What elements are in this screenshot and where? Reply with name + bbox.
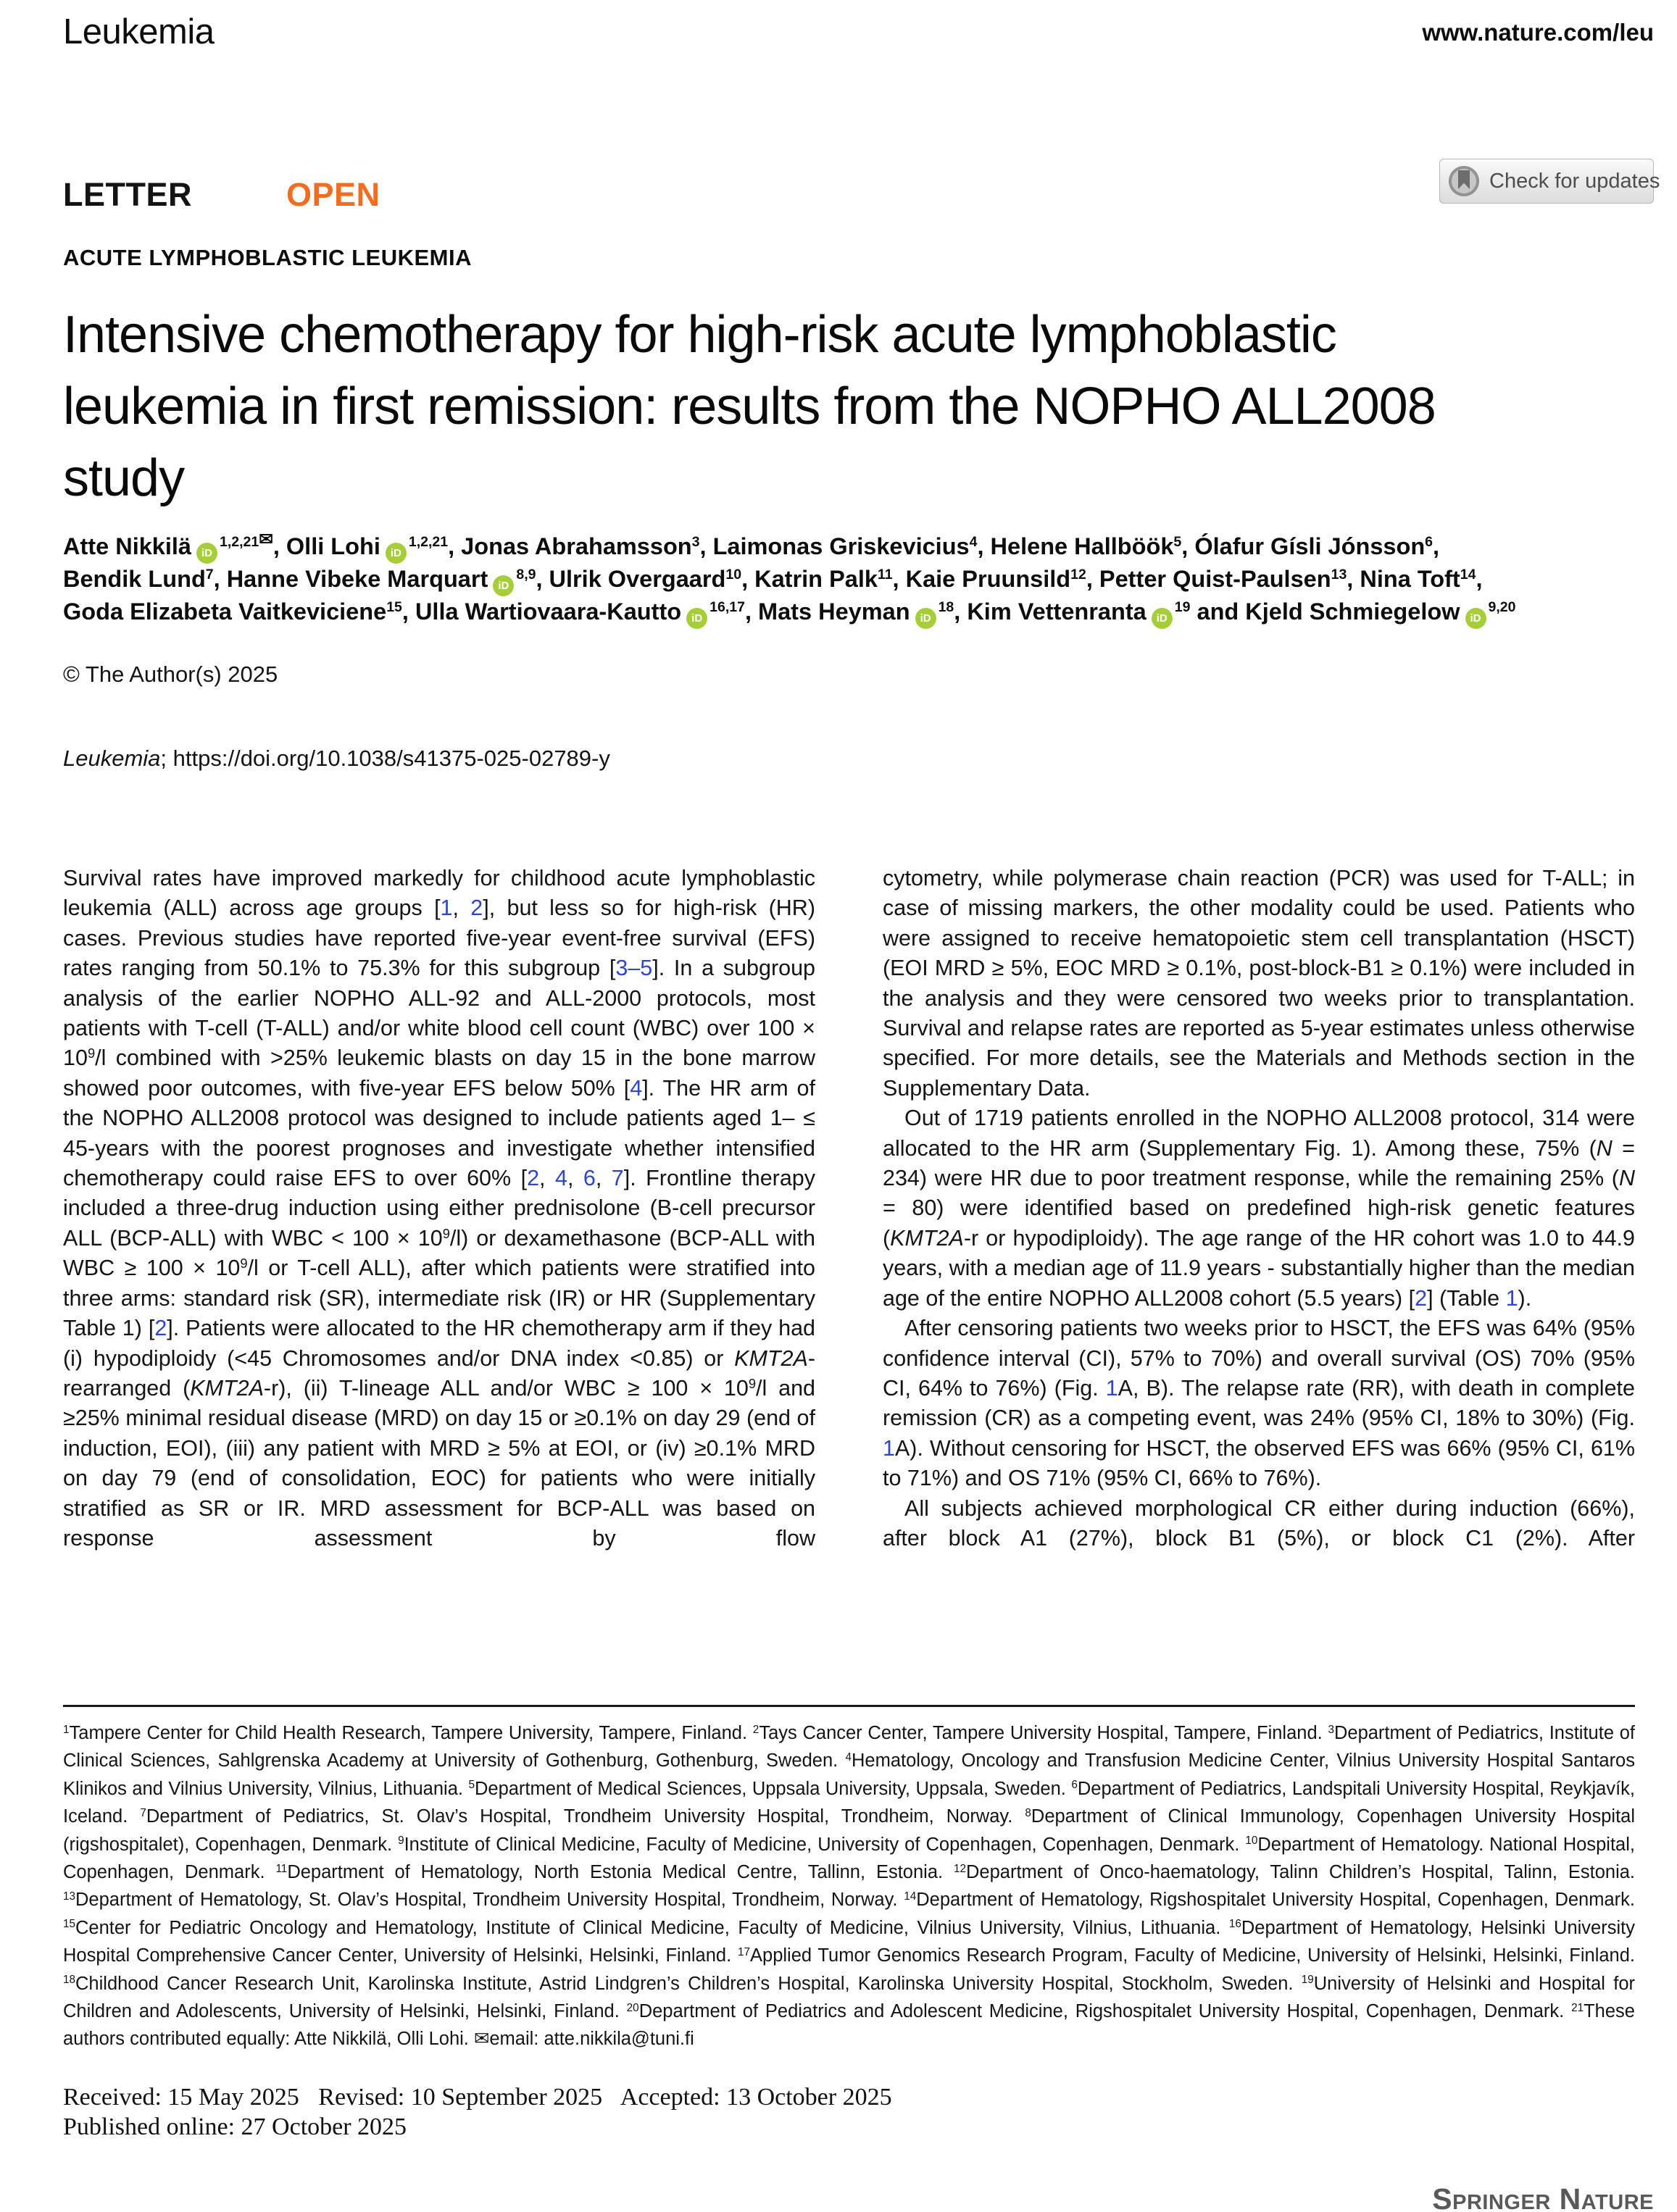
superscript: 2 bbox=[752, 1723, 760, 1736]
text-segment: Leukemia bbox=[63, 746, 161, 771]
reference-link[interactable]: 2 bbox=[154, 1316, 167, 1341]
reference-link[interactable]: 2 bbox=[1415, 1285, 1428, 1311]
envelope-icon: ✉ bbox=[473, 2029, 490, 2050]
superscript: 5 bbox=[468, 1779, 475, 1792]
orcid-icon[interactable]: iD bbox=[686, 608, 707, 629]
superscript: 9 bbox=[87, 1046, 96, 1061]
journal-name: Leukemia bbox=[63, 12, 215, 51]
orcid-icon[interactable]: iD bbox=[196, 543, 217, 564]
article-type-label: LETTER bbox=[63, 176, 192, 213]
received-date: Received: 15 May 2025 bbox=[63, 2084, 299, 2111]
article-type-row bbox=[63, 176, 380, 214]
published-online-date: Published online: 27 October 2025 bbox=[63, 2113, 407, 2140]
superscript: 20 bbox=[626, 2001, 639, 2014]
reference-link[interactable]: 1 bbox=[440, 896, 453, 921]
body-paragraph: cytometry, while polymerase chain reaction (PCR) was used for T-ALL; in case of missing markers, the other modality could be used. Patients who were assigned to receive hematopoietic stem cell transplantation (HSCT) (EOI MRD ≥ 5%, EOC MRD ≥ 0.1%, post-block-B1 ≥ 0.1%) were included in the analysis and they were censored two weeks prior to transplantation. Survival and relapse rates are reported as 5-year estimates unless otherwise specified. For more details, see the Materials and Methods section in the Supplementary Data. bbox=[883, 866, 1635, 1101]
superscript: 15 bbox=[63, 1918, 76, 1931]
superscript: 14 bbox=[904, 1890, 917, 1903]
superscript: 9 bbox=[442, 1225, 450, 1241]
superscript: 7 bbox=[140, 1806, 146, 1819]
text-segment: KMT2A bbox=[190, 1375, 264, 1401]
superscript: 12 bbox=[1070, 567, 1086, 583]
superscript: 1 bbox=[63, 1723, 70, 1736]
superscript: 6 bbox=[1071, 1779, 1078, 1792]
superscript: 9,20 bbox=[1488, 599, 1516, 616]
reference-link[interactable]: 4 bbox=[630, 1075, 643, 1101]
superscript: 9 bbox=[398, 1835, 404, 1848]
superscript: 12 bbox=[953, 1862, 966, 1875]
reference-link[interactable]: 6 bbox=[583, 1166, 596, 1191]
body-columns bbox=[63, 864, 1635, 1553]
orcid-icon[interactable]: iD bbox=[1152, 608, 1173, 629]
reference-link[interactable]: 1 bbox=[1505, 1285, 1518, 1311]
superscript: 3 bbox=[1328, 1723, 1334, 1736]
check-for-updates-button[interactable] bbox=[1439, 159, 1660, 204]
superscript: 3 bbox=[691, 534, 700, 551]
superscript: 1,2,21 bbox=[220, 534, 259, 551]
superscript: 15 bbox=[386, 599, 402, 616]
text-segment: N bbox=[1596, 1135, 1612, 1161]
superscript: 10 bbox=[725, 567, 742, 583]
superscript: 17 bbox=[738, 1945, 751, 1958]
superscript: 19 bbox=[1301, 1974, 1314, 1987]
superscript: 4 bbox=[969, 534, 978, 551]
body-paragraph: Out of 1719 patients enrolled in the NOPHO ALL2008 protocol, 314 were allocated to the HR arm (Supplementary Fig. 1). Among these, 75% (N = 234) were HR due to poor treatment response, while the remaining 25% (N = 80) were identified based on predefined high-risk genetic features (KMT2A-r or hypodiploidy). The age range of the HR cohort was 1.0 to 44.9 years, with a median age of 11.9 years - substantially higher than the median age of the entire NOPHO ALL2008 cohort (5.5 years) [2] (Table 1). bbox=[883, 1106, 1635, 1311]
superscript: 6 bbox=[1425, 534, 1433, 551]
orcid-icon[interactable]: iD bbox=[386, 543, 407, 564]
orcid-icon[interactable]: iD bbox=[915, 608, 936, 629]
orcid-icon[interactable]: iD bbox=[493, 575, 514, 596]
accepted-date: Accepted: 13 October 2025 bbox=[620, 2084, 892, 2111]
superscript: 11 bbox=[275, 1862, 288, 1875]
superscript: 5 bbox=[1173, 534, 1182, 551]
article-title: Intensive chemotherapy for high-risk acute lymphoblastic leukemia in first remission: results from the NOPHO ALL2008 study bbox=[63, 306, 1436, 507]
text-segment: KMT2A bbox=[734, 1345, 808, 1371]
open-access-label: OPEN bbox=[286, 176, 380, 213]
superscript: 8,9 bbox=[516, 567, 536, 583]
body-paragraph: All subjects achieved morphological CR either during induction (66%), after block A1 (27%), block B1 (5%), or block C1 (2%). After bbox=[883, 1495, 1635, 1551]
footnotes-divider bbox=[63, 1705, 1635, 1707]
superscript: 16,17 bbox=[710, 599, 745, 616]
superscript: 9 bbox=[748, 1375, 756, 1391]
article-history bbox=[63, 2082, 892, 2142]
reference-link[interactable]: 4 bbox=[554, 1166, 567, 1191]
envelope-icon: ✉ bbox=[259, 530, 273, 549]
superscript: 21 bbox=[1571, 2001, 1584, 2014]
revised-date: Revised: 10 September 2025 bbox=[318, 2084, 603, 2111]
reference-link[interactable]: 1 bbox=[883, 1435, 895, 1461]
citation-doi-line[interactable]: Leukemia; https://doi.org/10.1038/s41375-025-02789-y bbox=[63, 746, 610, 771]
affiliations-footnotes: $^1$Tampere Center for Child Health Research, Tampere University, Tampere, Finland. $^2$Tays Cancer Center, Tampere University Hospital, Tampere, Finland. $^3$Department of Pediatrics, Institute of Clinical Sciences, Sahlgrenska Academy at University of Gothenburg, Gothenburg, Sweden. $^4$Hematology, Oncology and Transfusion Medicine Center, Vilnius University Hospital Santaros Klinikos and Vilnius University, Vilnius, Lithuania. $^5$Department of Medical Sciences, Uppsala University, Uppsala, Sweden. $^6$Department of Pediatrics, Landspitali University Hospital, Reykjavík, Iceland. $^7$Department of Pediatrics, St. Olav’s Hospital, Trondheim University Hospital, Trondheim, Norway. $^8$Department of Clinical Immunology, Copenhagen University Hospital (rigshospitalet), Copenhagen, Denmark. $^9$Institute of Clinical Medicine, Faculty of Medicine, University of Copenhagen, Copenhagen, Denmark. $^{10}$Department of Hematology. National Hospital, Copenhagen, Denmark. $^{11}$Department of Hematology, North Estonia Medical Centre, Tallinn, Estonia. $^{12}$Department of Onco-haematology, Talinn Children’s Hospital, Talinn, Estonia. $^{13}$Department of Hematology, St. Olav’s Hospital, Trondheim University Hospital, Trondheim, Norway. $^{14}$Department of Hematology, Rigshospitalet University Hospital, Copenhagen, Denmark. $^{15}$Center for Pediatric Oncology and Hematology, Institute of Clinical Medicine, Faculty of Medicine, Vilnius University, Vilnius, Lithuania. $^{16}$Department of Hematology, Helsinki University Hospital Comprehensive Cancer Center, University of Helsinki, Helsinki, Finland. $^{17}$Applied Tumor Genomics Research Program, Faculty of Medicine, University of Helsinki, Helsinki, Finland. $^{18}$Childhood Cancer Research Unit, Karolinska Institute, Astrid Lindgren’s Children’s Hospital, Karolinska University Hospital, Stockholm, Sweden. $^{19}$University of Helsinki and Hospital for Children and Adolescents, University of Helsinki, Helsinki, Finland. $^{20}$Department of Pediatrics and Adolescent Medicine, Rigshospitalet University Hospital, Copenhagen, Denmark. $^{21}$These authors contributed equally: Atte Nikkilä, Olli Lohi. ✉email: atte.nikkila@tuni.fi bbox=[63, 1723, 1636, 2050]
orcid-icon[interactable]: iD bbox=[1465, 608, 1486, 629]
superscript: 10 bbox=[1245, 1835, 1258, 1848]
body-paragraph: Survival rates have improved markedly for childhood acute lymphoblastic leukemia (ALL) across age groups [1, 2], but less so for high-risk (HR) cases. Previous studies have reported five-year event-free survival (EFS) rates ranging from 50.1% to 75.3% for this subgroup [3–5]. In a subgroup analysis of the earlier NOPHO ALL-92 and ALL-2000 protocols, most patients with T-cell (T-ALL) and/or white blood cell count (WBC) over $100 \times 10^9/l$ combined with >25% leukemic blasts on day 15 in the bone marrow showed poor outcomes, with five-year EFS below 50% [4]. The HR arm of the NOPHO ALL2008 protocol was designed to include patients aged 1– ≤ 45-years with the poorest prognoses and investigate whether intensified chemotherapy could raise EFS to over 60% [2, 4, 6, 7]. Frontline therapy included a three-drug induction using either prednisolone (B-cell precursor ALL (BCP-ALL) with WBC < $100 \times 10^9/l$) or dexamethasone (BCP-ALL with WBC ≥ $100 \times 10^9/l$ or T-cell ALL), after which patients were stratified into three arms: standard risk (SR), intermediate risk (IR) or HR (Supplementary Table 1) [2]. Patients were allocated to the HR chemotherapy arm if they had (i) hypodiploidy (<45 Chromosomes and/or DNA index <0.85) or KMT2A-rearranged (KMT2A-r), (ii) T-lineage ALL and/or WBC ≥ $100 \times 10^9/l$ and ≥25% minimal residual disease (MRD) on day 15 or ≥0.1% on day 29 (end of induction, EOI), (iii) any patient with MRD ≥ 5% at EOI, or (iv) ≥0.1% MRD on day 79 (end of consolidation, EOC) for patients who were initially stratified as SR or IR. MRD assessment for BCP-ALL was based on response assessment by flow bbox=[63, 866, 816, 1551]
reference-link[interactable]: 2 bbox=[527, 1166, 540, 1191]
publisher-logo: Springer Nature bbox=[1432, 2182, 1654, 2212]
text-segment: N bbox=[1618, 1166, 1635, 1191]
superscript: 16 bbox=[1228, 1918, 1241, 1931]
author-list: Atte Nikkilä $iD^{1,2,21✉}$, Olli Lohi iD$^{1,2,21}$, Jonas Abrahamsson$^3$, Laimonas Griskevicius$^4$, Helene Hallböök$^5$, Ólafur Gísli Jónsson$^6$, Bendik Lund$^7$, Hanne Vibeke Marquart iD$^{8,9}$, Ulrik Overgaard$^{10}$, Katrin Palk$^{11}$, Kaie Pruunsild$^{12}$, Petter Quist-Paulsen$^{13}$, Nina Toft$^{14}$, Goda Elizabeta Vaitkeviciene$^{15}$, Ulla Wartiovaara-Kautto iD$^{16,17}$, Mats Heyman $iD^{18}$, Kim Vettenranta $iD^{19}$ and Kjeld Schmiegelow iD$^{9,20}$ bbox=[63, 531, 1635, 629]
reference-link[interactable]: 7 bbox=[611, 1166, 624, 1191]
superscript: 11 bbox=[877, 567, 893, 583]
body-paragraph: After censoring patients two weeks prior to HSCT, the EFS was 64% (95% confidence interval (CI), 57% to 70%) and overall survival (OS) 70% (95% CI, 64% to 76%) (Fig. 1A, B). The relapse rate (RR), with death in complete remission (CR) as a competing event, was 24% (95% CI, 18% to 30%) (Fig. 1A). Without censoring for HSCT, the observed EFS was 66% (95% CI, 61% to 71%) and OS 71% (95% CI, 66% to 76%). bbox=[883, 1316, 1635, 1491]
history-dates-line bbox=[63, 2082, 892, 2112]
superscript: 14 bbox=[1460, 567, 1476, 583]
reference-link[interactable]: 3–5 bbox=[615, 956, 653, 981]
superscript: 9 bbox=[240, 1256, 248, 1272]
journal-site-link[interactable]: www.nature.com/leu bbox=[1422, 19, 1654, 46]
body-left-column bbox=[63, 864, 815, 1553]
reference-link[interactable]: 1 bbox=[1105, 1375, 1118, 1401]
superscript: 13 bbox=[1331, 567, 1347, 583]
reference-link[interactable]: 2 bbox=[470, 896, 483, 921]
superscript: 18 bbox=[63, 1974, 76, 1987]
superscript: 18 bbox=[938, 599, 954, 616]
superscript: 7 bbox=[205, 567, 214, 583]
superscript: 13 bbox=[63, 1890, 76, 1903]
check-for-updates-label: Check for updates bbox=[1489, 169, 1660, 193]
superscript: 4 bbox=[845, 1751, 852, 1764]
crossmark-icon bbox=[1449, 166, 1479, 196]
copyright-notice: © The Author(s) 2025 bbox=[63, 661, 278, 687]
superscript: 19 bbox=[1174, 599, 1191, 616]
superscript: 8 bbox=[1025, 1806, 1031, 1819]
section-heading: ACUTE LYMPHOBLASTIC LEUKEMIA bbox=[63, 245, 472, 270]
superscript: 1,2,21 bbox=[408, 534, 449, 551]
body-right-column bbox=[883, 864, 1635, 1553]
text-segment: KMT2A bbox=[890, 1225, 964, 1251]
